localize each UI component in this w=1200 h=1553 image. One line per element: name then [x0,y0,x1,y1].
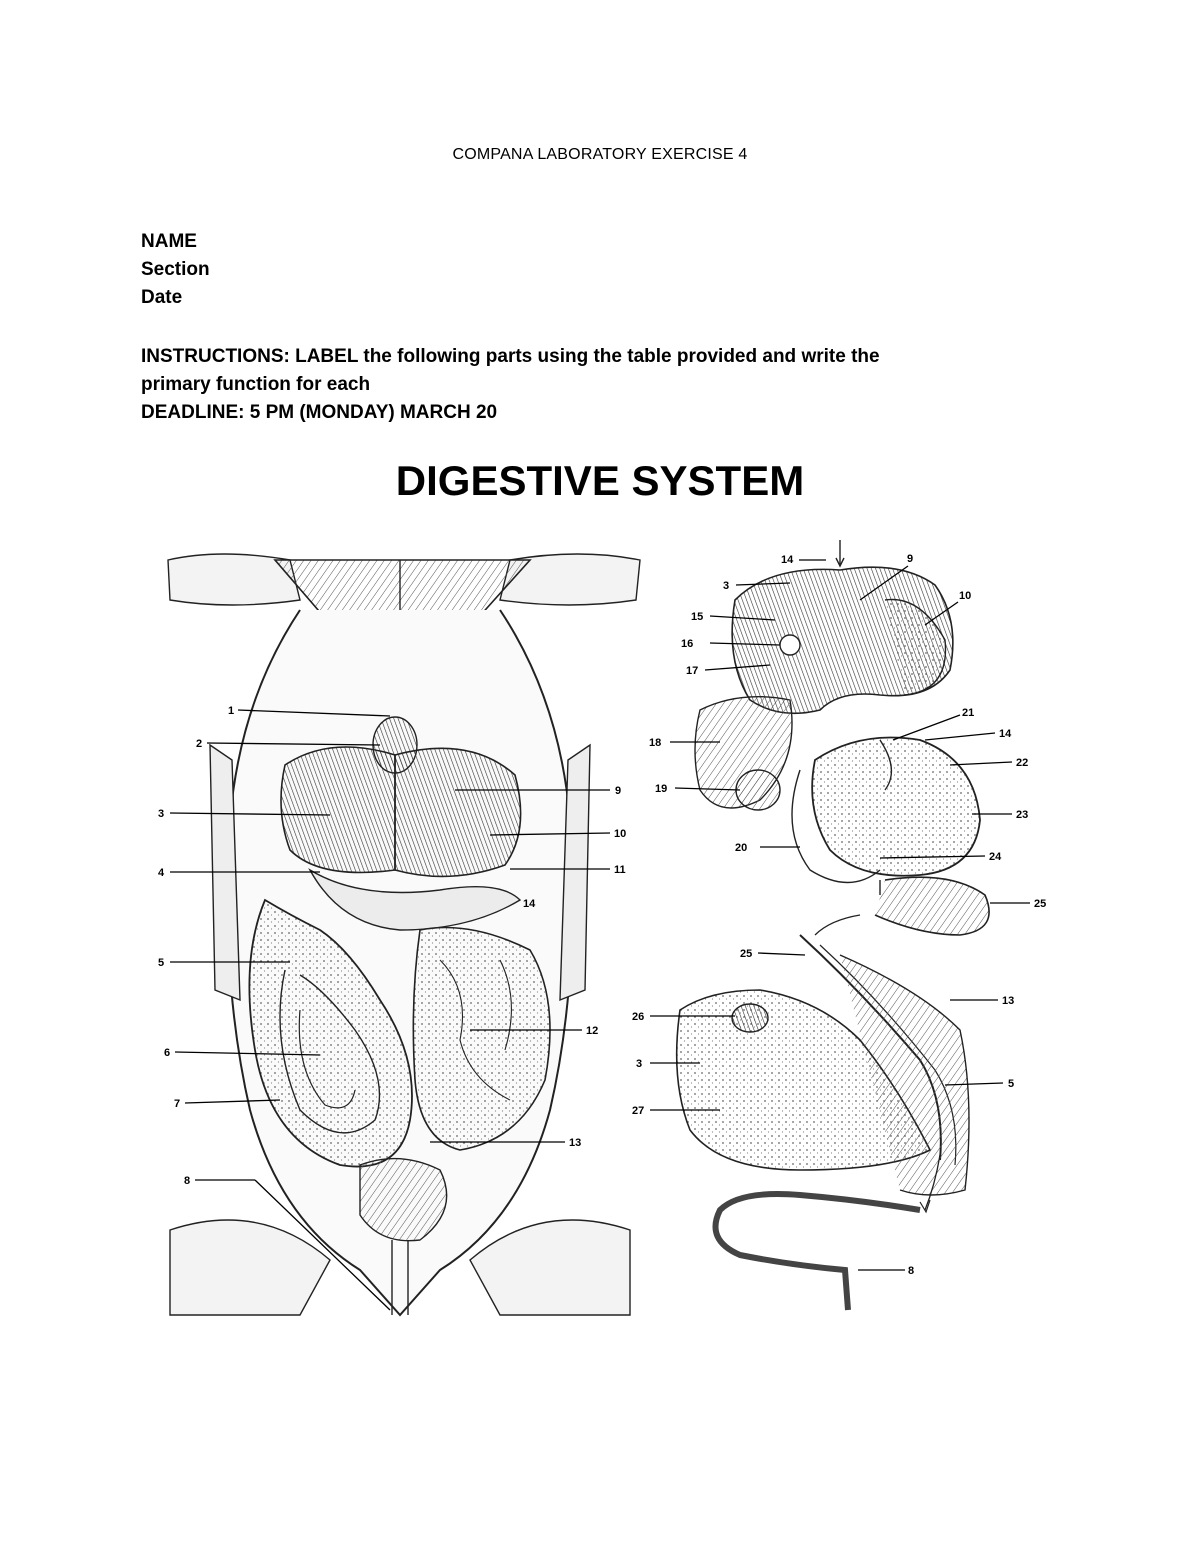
section-label: Section [141,259,210,280]
figure-title: DIGESTIVE SYSTEM [395,457,805,504]
label-9: 9 [615,785,622,797]
label-6: 6 [164,1047,171,1059]
label-r3-lower: 3 [636,1058,643,1070]
instructions-line-1: INSTRUCTIONS: LABEL the following parts using the table provided and write the [141,346,880,367]
label-r14-top: 14 [781,554,794,566]
name-label: NAME [141,231,197,252]
label-5: 5 [158,957,165,969]
label-r21: 21 [962,707,975,719]
label-10: 10 [614,828,627,840]
label-r23: 23 [1016,809,1029,821]
label-r8: 8 [908,1265,915,1277]
label-r26: 26 [632,1011,645,1023]
label-8: 8 [184,1175,191,1187]
label-2: 2 [196,738,203,750]
label-r16: 16 [681,638,694,650]
label-r22: 22 [1016,757,1029,769]
label-r3: 3 [723,580,730,592]
label-3: 3 [158,808,165,820]
label-r5: 5 [1008,1078,1015,1090]
label-1: 1 [228,705,235,717]
label-13: 13 [569,1137,582,1149]
label-r24: 24 [989,851,1002,863]
label-r20: 20 [735,842,748,854]
label-r10: 10 [959,590,972,602]
label-r27: 27 [632,1105,645,1117]
label-r15: 15 [691,611,704,623]
label-r25-upper: 25 [1034,898,1047,910]
date-label: Date [141,287,183,308]
label-r13: 13 [1002,995,1015,1007]
label-r25-lower: 25 [740,948,753,960]
instructions-line-2: primary function for each [141,374,371,395]
page-title: COMPANA LABORATORY EXERCISE 4 [452,146,748,163]
label-r9: 9 [907,553,914,565]
label-12: 12 [586,1025,599,1037]
deadline-text: DEADLINE: 5 PM (MONDAY) MARCH 20 [141,402,498,423]
label-r17: 17 [686,665,699,677]
label-r19: 19 [655,783,668,795]
label-r18: 18 [649,737,662,749]
label-11: 11 [614,864,626,876]
frog-dissection-figure [168,554,643,1315]
organ-detail-figure [677,540,989,1310]
label-r14-mid: 14 [999,728,1012,740]
label-7: 7 [174,1098,181,1110]
label-14: 14 [523,898,536,910]
label-4: 4 [158,867,165,879]
